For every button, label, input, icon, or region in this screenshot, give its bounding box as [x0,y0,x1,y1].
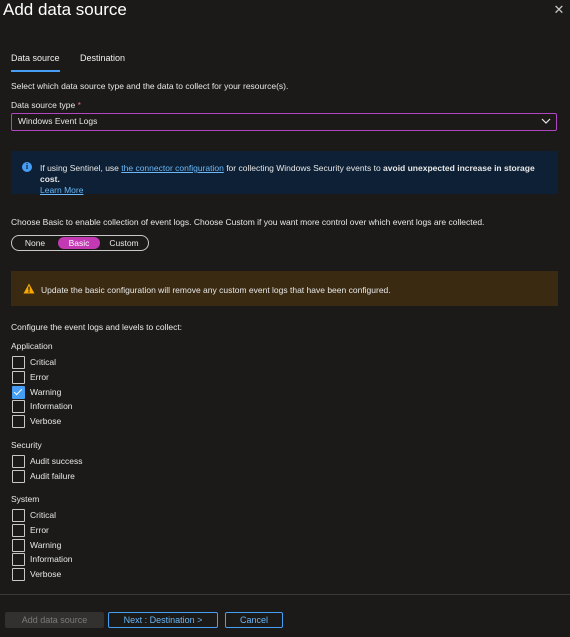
required-mark: * [77,100,81,110]
connector-configuration-link[interactable]: the connector configuration [121,163,224,173]
close-icon[interactable]: ✕ [553,2,565,17]
checkbox-box[interactable] [12,415,25,428]
checkbox-box[interactable] [12,470,25,483]
checkbox-label: Audit failure [30,471,75,481]
group-heading-security: Security [11,440,42,450]
tab-destination[interactable]: Destination [80,53,126,63]
mode-option-basic[interactable]: Basic [58,237,100,249]
checkbox-box[interactable] [12,356,25,369]
learn-more-link[interactable]: Learn More [40,185,84,195]
data-source-type-label-text: Data source type [11,100,76,110]
data-source-type-value: Windows Event Logs [18,116,98,126]
page-description: Select which data source type and the data to collect for your resource(s). [11,81,289,91]
configure-heading: Configure the event logs and levels to collect: [11,322,183,332]
group-heading-system: System [11,494,40,504]
checkbox-box[interactable] [12,553,25,566]
checkbox-label: Audit success [30,456,83,466]
checkbox-label: Verbose [30,416,62,426]
warning-banner [11,271,558,306]
checkbox-label: Information [30,554,73,564]
checkbox-label: Critical [30,357,56,367]
checkbox-box[interactable] [12,400,25,413]
checkbox-label: Warning [30,387,62,397]
checkbox-box[interactable] [12,455,25,468]
info-icon: i [22,162,32,172]
checkbox-box[interactable] [12,539,25,552]
data-source-type-label [11,100,81,110]
mode-toggle [11,235,149,251]
checkbox-label: Information [30,401,73,411]
info-banner-text [40,163,555,196]
next-destination-button[interactable]: Next : Destination > [108,612,218,628]
add-data-source-button[interactable]: Add data source [5,612,104,628]
mode-description: Choose Basic to enable collection of event logs. Choose Custom if you want more control over which event logs are collected. [11,217,485,227]
checkbox-label: Critical [30,510,56,520]
checkbox-box[interactable] [12,371,25,384]
chevron-down-icon [541,117,551,125]
cancel-button[interactable]: Cancel [225,612,283,628]
group-heading-application: Application [11,341,53,351]
info-bold: avoid unexpected increase in storage cost. [40,163,535,184]
checkbox-label: Error [30,525,49,535]
panel-title: Add data source [3,0,127,19]
checkbox-box[interactable] [12,568,25,581]
mode-option-none[interactable]: None [24,238,46,248]
info-middle: for collecting Windows Security events to [223,163,384,173]
info-banner [11,151,558,194]
info-prefix: If using Sentinel, use [40,163,122,173]
warning-icon [23,283,35,294]
checkbox-label: Error [30,372,49,382]
tab-data-source[interactable]: Data source [11,53,60,63]
mode-option-custom[interactable]: Custom [109,238,139,248]
footer-divider [0,594,570,595]
warning-text: Update the basic configuration will remove any custom event logs that have been configured. [41,285,391,295]
checkbox-box-checked[interactable] [12,386,25,399]
checkbox-box[interactable] [12,509,25,522]
checkbox-label: Verbose [30,569,62,579]
data-source-type-dropdown[interactable] [11,113,557,131]
checkbox-label: Warning [30,540,62,550]
checkbox-box[interactable] [12,524,25,537]
